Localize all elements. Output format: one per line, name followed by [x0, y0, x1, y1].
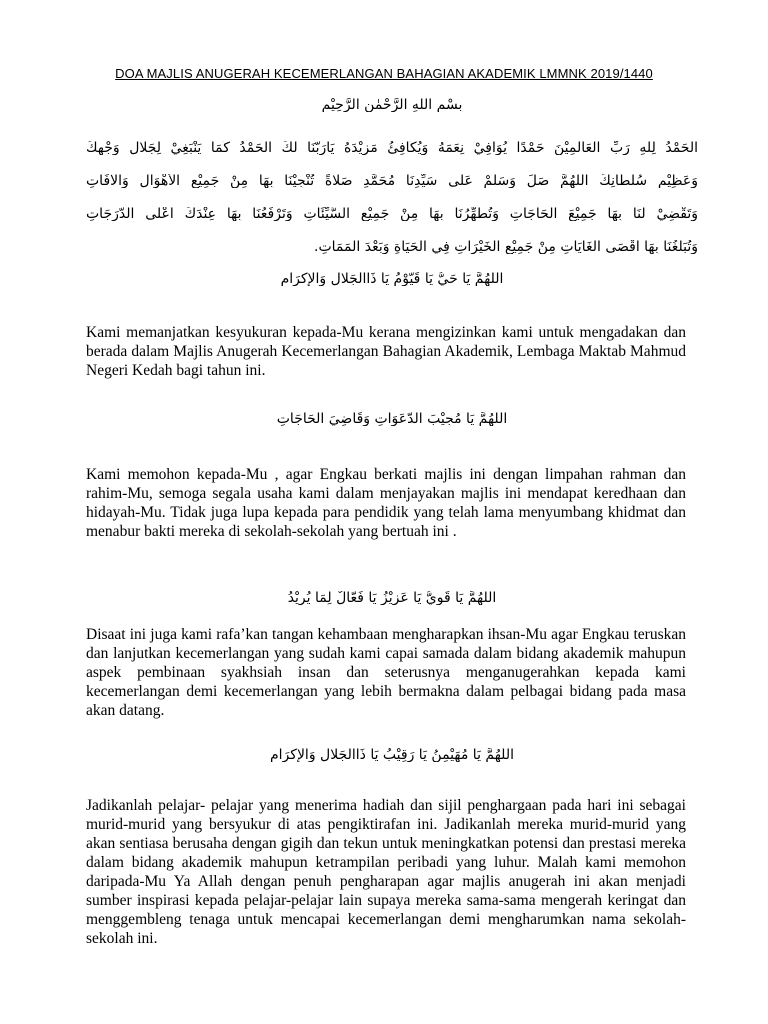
paragraph-gratitude: Kami memanjatkan kesyukuran kepada-Mu kerana mengizinkan kami untuk mengadakan dan berada dalam Majlis Anugerah Kecemerlangan Bahagian Akademik, Lembaga Maktab Mahmud Negeri Kedah bagi tahun ini.	[86, 324, 686, 379]
opening-dua-line-2: وَعَظِيْمِ سُلْطَانِكَ اَللّٰهُمَّ صَلِّ وَسَلِّمْ عَلَى سَيِّدِنَا مُحَمَّدٍ صَلَاةً تُنْجِيْنَا بِهَا مِنْ جَمِيْعِ الْأَهْوَالِ وَالْآفَاتِ	[86, 174, 698, 188]
opening-dua-line-1: اَلْحَمْدُ لِلّٰهِ رَبِّ الْعَالَمِيْنَ حَمْدًا يُوَافِيْ نِعَمَهُ وَيُكَافِئُ مَزِيْدَهُ يَارَبَّنَا لَكَ الْحَمْدُ كَمَا يَنْبَغِيْ لِجَلَالِ وَجْهِكَ	[86, 141, 698, 155]
dua-muhaimin: اَللّٰهُمَّ يَا مُهَيْمِنُ يَا رَقِيْبُ يَا ذَاالْجَلَالِ وَالْإِكْرَام	[270, 748, 514, 762]
paragraph-blessing: Kami memohon kepada-Mu , agar Engkau berkati majlis ini dengan limpahan rahman dan rahim-Mu, semoga segala usaha kami dalam menjayakan majlis ini mendapat keredhaan dan hidayah-Mu. Tidak juga lupa kepada para pendidik yang telah lama menyumbang khidmat dan menabur bakti mereka di sekolah-sekolah yang bertuah ini .	[86, 466, 686, 540]
dua-qawiy: اَللّٰهُمَّ يَا قَوِيُّ يَا عَزِيْزُ يَا فَعَّالٌ لِمَا يُرِيْدُ	[287, 591, 497, 605]
basmala-line: بِسْمِ اللهِ الرَّحْمٰنِ الرَّحِيْمِ	[321, 98, 463, 112]
opening-dua-line-4: وَتُبَلِّغُنَا بِهَا أَقْصَى الْغَايَاتِ مِنْ جَمِيْعِ الْخَيْرَاتِ فِي الْحَيَاةِ وَبَعْدَ الْمَمَاتِ.	[314, 240, 698, 254]
dua-mujib: اَللّٰهُمَّ يَا مُجِيْبَ الدَّعَوَاتِ وَقَاضِيَ الْحَاجَاتِ	[276, 412, 508, 426]
document-title: DOA MAJLIS ANUGERAH KECEMERLANGAN BAHAGIAN AKADEMIK LMMNK 2019/1440	[115, 66, 653, 81]
paragraph-excellence: Disaat ini juga kami rafa’kan tangan kehambaan mengharapkan ihsan-Mu agar Engkau teruskan dan lanjutkan kecemerlangan yang sudah kami capai samada dalam bidang akademik mahupun aspek pembinaan syakhsiah insan dan seterusnya menganugerahkan kepada kami kecemerlangan demi kecemerlangan yang lebih bermakna dalam pelbagai bidang pada masa akan datang.	[86, 626, 686, 719]
opening-dua-line-3: وَتَقْضِيْ لَنَا بِهَا جَمِيْعَ الْحَاجَاتِ وَتُطَهِّرُنَا بِهَا مِنْ جَمِيْعِ السَّيِّئَاتِ وَتَرْفَعُنَا بِهَا عِنْدَكَ أَعْلَى الدَّرَجَاتِ	[86, 207, 698, 221]
paragraph-students: Jadikanlah pelajar- pelajar yang menerima hadiah dan sijil penghargaan pada hari ini sebagai murid-murid yang bersyukur di atas pengiktirafan ini. Jadikanlah mereka murid-murid yang akan sentiasa berusaha dengan gigih dan tekun untuk meningkatkan potensi dan prestasi mereka dalam bidang akademik mahupun ketrampilan peribadi yang luhur. Malah kami memohon daripada-Mu Ya Allah dengan penuh pengharapan agar majlis anugerah ini akan menjadi sumber inspirasi kepada pelajar-pelajar lain supaya mereka sama-sama mengerah keringat dan menggembleng tenaga untuk mencapai kecemerlangan demi mengharumkan nama sekolah-sekolah ini.	[86, 797, 686, 947]
opening-dua-line-5: اَللّٰهُمَّ يَا حَيُّ يَا قَيُّوْمُ يَا ذَاالْجَلَالِ وَالْإِكْرَام	[280, 272, 504, 286]
